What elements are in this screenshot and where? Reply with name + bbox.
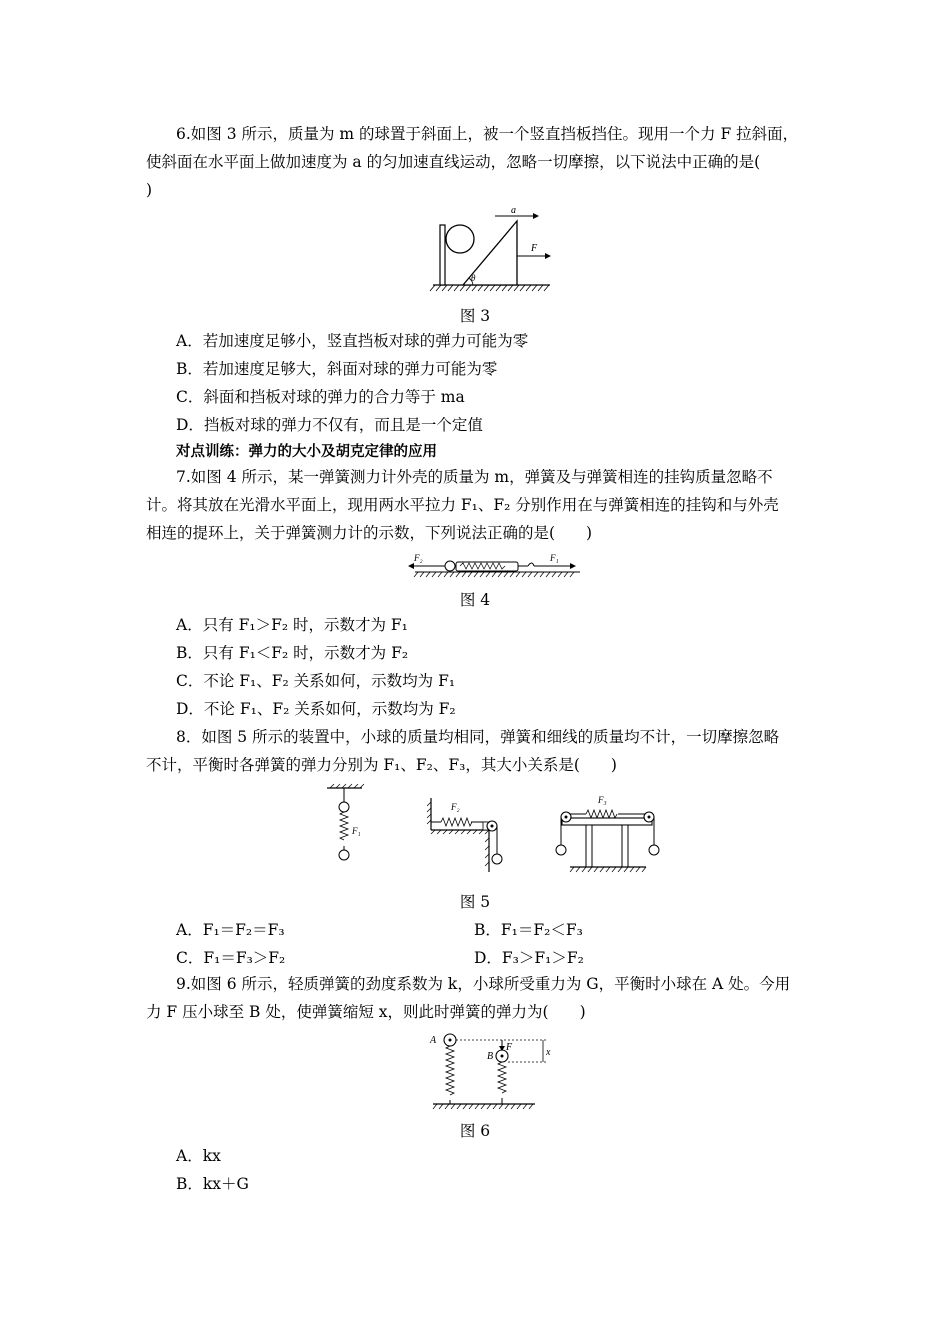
q6-option-a: A．若加速度足够小，竖直挡板对球的弹力可能为零 <box>176 332 529 350</box>
q8-option-a: A．F₁＝F₂＝F₃ <box>176 921 285 939</box>
q9-option-b: B．kx＋G <box>176 1175 249 1193</box>
figure-4-caption: 图 4 <box>459 591 491 609</box>
q8-line-2: 不计，平衡时各弹簧的弹力分别为 F₁、F₂、F₃，其大小关系是( ) <box>146 756 617 774</box>
label-x: x <box>546 1047 551 1058</box>
label-A: A <box>430 1035 437 1046</box>
label-F-fig6: F <box>506 1042 513 1053</box>
label-F2-fig5: F₂ <box>451 802 460 812</box>
label-F1: F₁ <box>550 553 559 563</box>
q8-option-b: B．F₁＝F₂＜F₃ <box>474 921 583 939</box>
q6-option-c: C．斜面和挡板对球的弹力的合力等于 ma <box>176 388 465 406</box>
q8-option-d: D．F₃＞F₁＞F₂ <box>474 949 584 967</box>
svg-text:θ: θ <box>471 273 476 283</box>
q9-line-2: 力 F 压小球至 B 处，使弹簧缩短 x，则此时弹簧的弹力为( ) <box>146 1003 586 1021</box>
q7-option-a: A．只有 F₁＞F₂ 时，示数才为 F₁ <box>176 616 408 634</box>
q7-option-d: D．不论 F₁、F₂ 关系如何，示数均为 F₂ <box>176 700 456 718</box>
label-F2: F₂ <box>414 553 423 563</box>
q8-line-1: 8．如图 5 所示的装置中，小球的质量均相同，弹簧和细线的质量均不计，一切摩擦忽略 <box>176 728 780 746</box>
figure-6-spring-compression <box>425 1028 550 1110</box>
q6-option-d: D．挡板对球的弹力不仅有，而且是一个定值 <box>176 416 483 434</box>
label-B: B <box>487 1051 494 1062</box>
label-F: F <box>531 243 538 254</box>
q6-option-b: B．若加速度足够大，斜面对球的弹力可能为零 <box>176 360 498 378</box>
figure-5-table-spring <box>550 793 665 875</box>
q7-line-1: 7.如图 4 所示，某一弹簧测力计外壳的质量为 m，弹簧及与弹簧相连的挂钩质量忽略不 <box>176 468 773 486</box>
q7-line-3: 相连的提环上，关于弹簧测力计的示数，下列说法正确的是( ) <box>146 524 593 542</box>
figure-3-caption: 图 3 <box>459 307 491 325</box>
q9-option-a: A．kx <box>176 1147 221 1165</box>
q6-line-2: 使斜面在水平面上做加速度为 a 的匀加速直线运动，忽略一切摩擦，以下说法中正确的是( <box>146 153 761 171</box>
label-a: a <box>511 205 516 216</box>
section-title: 对点训练：弹力的大小及胡克定律的应用 <box>176 444 437 460</box>
figure-6-caption: 图 6 <box>459 1122 491 1140</box>
figure-3-incline-diagram <box>425 203 555 295</box>
q7-line-2: 计。将其放在光滑水平面上，现用两水平拉力 F₁、F₂ 分别作用在与弹簧相连的挂钩和与外壳 <box>146 496 779 514</box>
q7-option-b: B．只有 F₁＜F₂ 时，示数才为 F₂ <box>176 644 409 662</box>
label-F3-fig5: F₃ <box>598 795 607 805</box>
q6-line-3: ) <box>146 181 153 199</box>
q8-option-c: C．F₁＝F₃＞F₂ <box>176 949 286 967</box>
figure-4-spring-scale-diagram <box>410 551 585 579</box>
q9-line-1: 9.如图 6 所示，轻质弹簧的劲度系数为 k，小球所受重力为 G，平衡时小球在 A 处。今用 <box>176 975 791 993</box>
figure-5-pulley-spring <box>425 796 515 876</box>
figure-5-hanging-spring <box>322 784 372 864</box>
figure-5-caption: 图 5 <box>459 893 491 911</box>
q7-option-c: C．不论 F₁、F₂ 关系如何，示数均为 F₁ <box>176 672 456 690</box>
q6-line-1: 6.如图 3 所示，质量为 m 的球置于斜面上，被一个竖直挡板挡住。现用一个力 F 拉斜面， <box>176 125 799 143</box>
label-F1-fig5: F₁ <box>352 826 361 836</box>
